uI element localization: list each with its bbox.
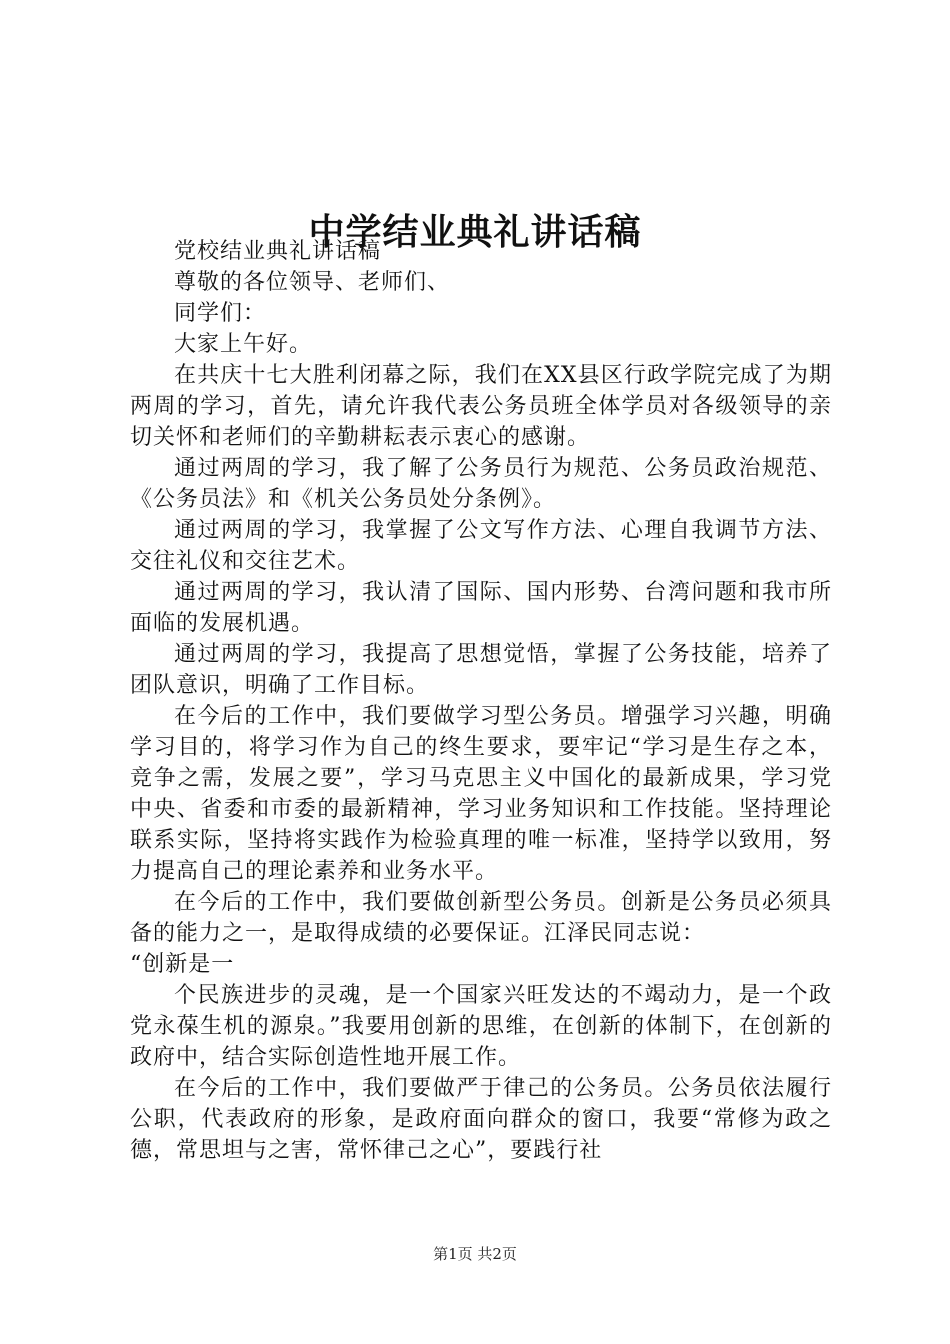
paragraph: 在共庆十七大胜利闭幕之际，我们在XX县区行政学院完成了为期两周的学习，首先，请允许我代表公务员班全体学员对各级领导的亲切关怀和老师们的辛勤耕耘表示衷心的感谢。 [130, 363, 832, 450]
paragraph: 个民族进步的灵魂，是一个国家兴旺发达的不竭动力，是一个政党永葆生机的源泉。”我要用创新的思维，在创新的体制下，在创新的政府中，结合实际创造性地开展工作。 [130, 983, 832, 1070]
document-body [130, 236, 832, 1166]
paragraph: 同学们： [174, 301, 267, 326]
paragraph: 通过两周的学习，我了解了公务员行为规范、公务员政治规范、《公务员法》和《机关公务员处分条例》。 [130, 456, 832, 512]
paragraph: 通过两周的学习，我掌握了公文写作方法、心理自我调节方法、交往礼仪和交往艺术。 [130, 518, 832, 574]
paragraph: 通过两周的学习，我提高了思想觉悟，掌握了公务技能，培养了团队意识，明确了工作目标。 [130, 642, 832, 698]
paragraph: 在今后的工作中，我们要做创新型公务员。创新是公务员必须具备的能力之一，是取得成绩的必要保证。江泽民同志说： [130, 890, 832, 946]
paragraph: “创新是一 [130, 952, 235, 977]
paragraph: 在今后的工作中，我们要做学习型公务员。增强学习兴趣，明确学习目的，将学习作为自己的终生要求，要牢记“学习是生存之本，竞争之需，发展之要”，学习马克思主义中国化的最新成果，学习党中央、省委和市委的最新精神，学习业务知识和工作技能。坚持理论联系实际，坚持将实践作为检验真理的唯一标准，坚持学以致用，努力提高自己的理论素养和业务水平。 [130, 704, 832, 884]
paragraph: 党校结业典礼讲话稿 [174, 239, 382, 264]
page-footer: 第1页 共2页 [433, 1245, 517, 1263]
paragraph: 尊敬的各位领导、老师们、 [174, 270, 451, 295]
document-title: 中学结业典礼讲话稿 [308, 211, 642, 254]
paragraph: 通过两周的学习，我认清了国际、国内形势、台湾问题和我市所面临的发展机遇。 [130, 580, 832, 636]
paragraph: 在今后的工作中，我们要做严于律己的公务员。公务员依法履行公职，代表政府的形象，是政府面向群众的窗口，我要“常修为政之德，常思坦与之害，常怀律己之心”，要践行社 [130, 1076, 832, 1163]
paragraph: 大家上午好。 [174, 332, 313, 357]
